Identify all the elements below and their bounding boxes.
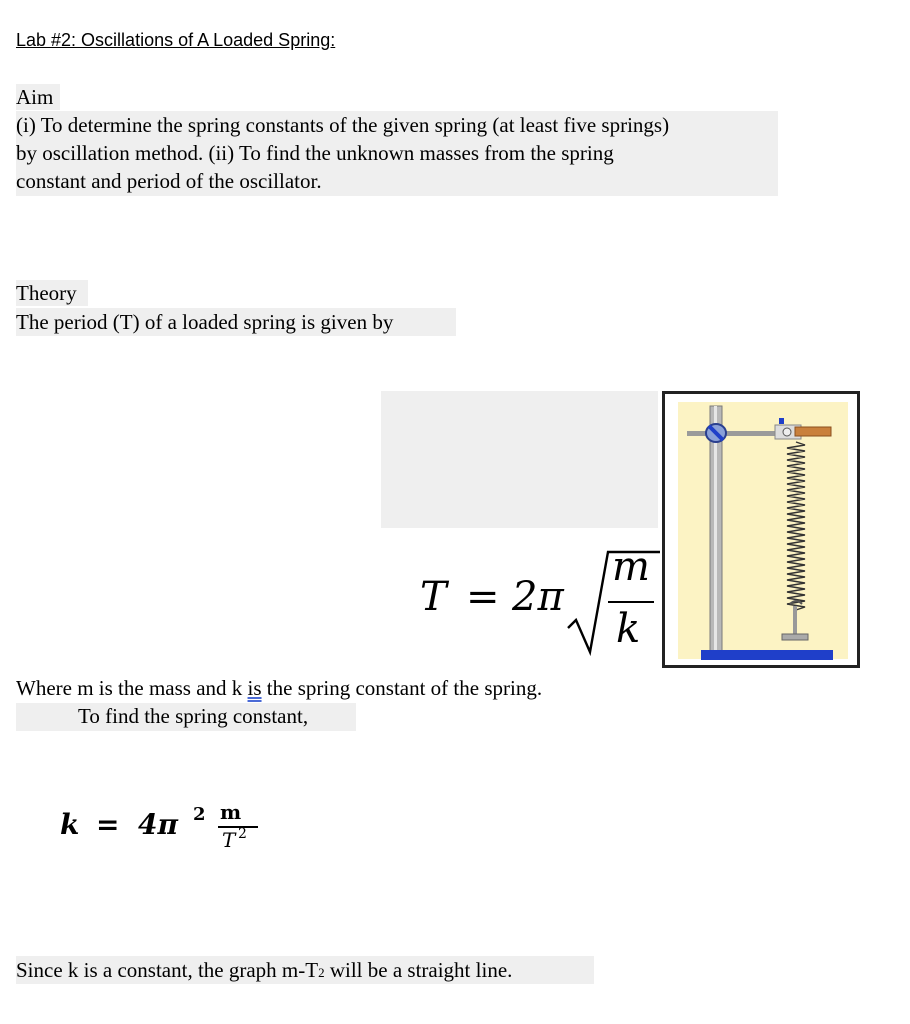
eq1-coefficient: 2π: [512, 574, 564, 620]
where-line-is: is: [247, 676, 262, 700]
spring-apparatus-figure: [662, 391, 860, 668]
where-line: [16, 675, 542, 702]
equation-highlight: [381, 391, 658, 528]
eq2-coefficient: 4π: [138, 808, 178, 841]
where-line-post: the spring constant of the spring.: [261, 676, 543, 700]
aim-line-2: by oscillation method. (ii) To find the unknown masses from the spring: [16, 141, 614, 165]
find-line: To find the spring constant,: [78, 704, 309, 728]
eq2-numerator: m: [220, 800, 242, 824]
eq2-denominator-exponent: 2: [238, 826, 247, 842]
conclusion-pre: Since k is a constant, the graph m-T: [16, 958, 319, 982]
spring-stand-illustration: [665, 394, 857, 665]
theory-intro: The period (T) of a loaded spring is given by: [16, 310, 394, 334]
theory-heading: Theory: [16, 281, 77, 305]
eq2-equals: =: [96, 808, 120, 841]
eq1-equals: =: [466, 574, 500, 620]
conclusion-line: [16, 957, 512, 986]
eq1-fraction-bar: [608, 601, 654, 603]
document-title: Lab #2: Oscillations of A Loaded Spring:: [16, 30, 336, 50]
eq2-denominator: T: [222, 828, 236, 852]
aim-line-3: constant and period of the oscillator.: [16, 169, 322, 193]
conclusion-sub: 2: [318, 965, 325, 980]
eq1-numerator: m: [612, 544, 650, 590]
where-line-pre: Where m is the mass and k: [16, 676, 248, 700]
eq2-exponent: 2: [193, 804, 206, 825]
aim-heading: Aim: [16, 85, 54, 109]
conclusion-post: will be a straight line.: [324, 958, 513, 982]
eq1-lhs: T: [420, 574, 447, 620]
eq1-denominator: k: [616, 606, 641, 652]
aim-line-1: (i) To determine the spring constants of the given spring (at least five springs): [16, 113, 670, 137]
eq2-lhs: k: [60, 808, 80, 841]
